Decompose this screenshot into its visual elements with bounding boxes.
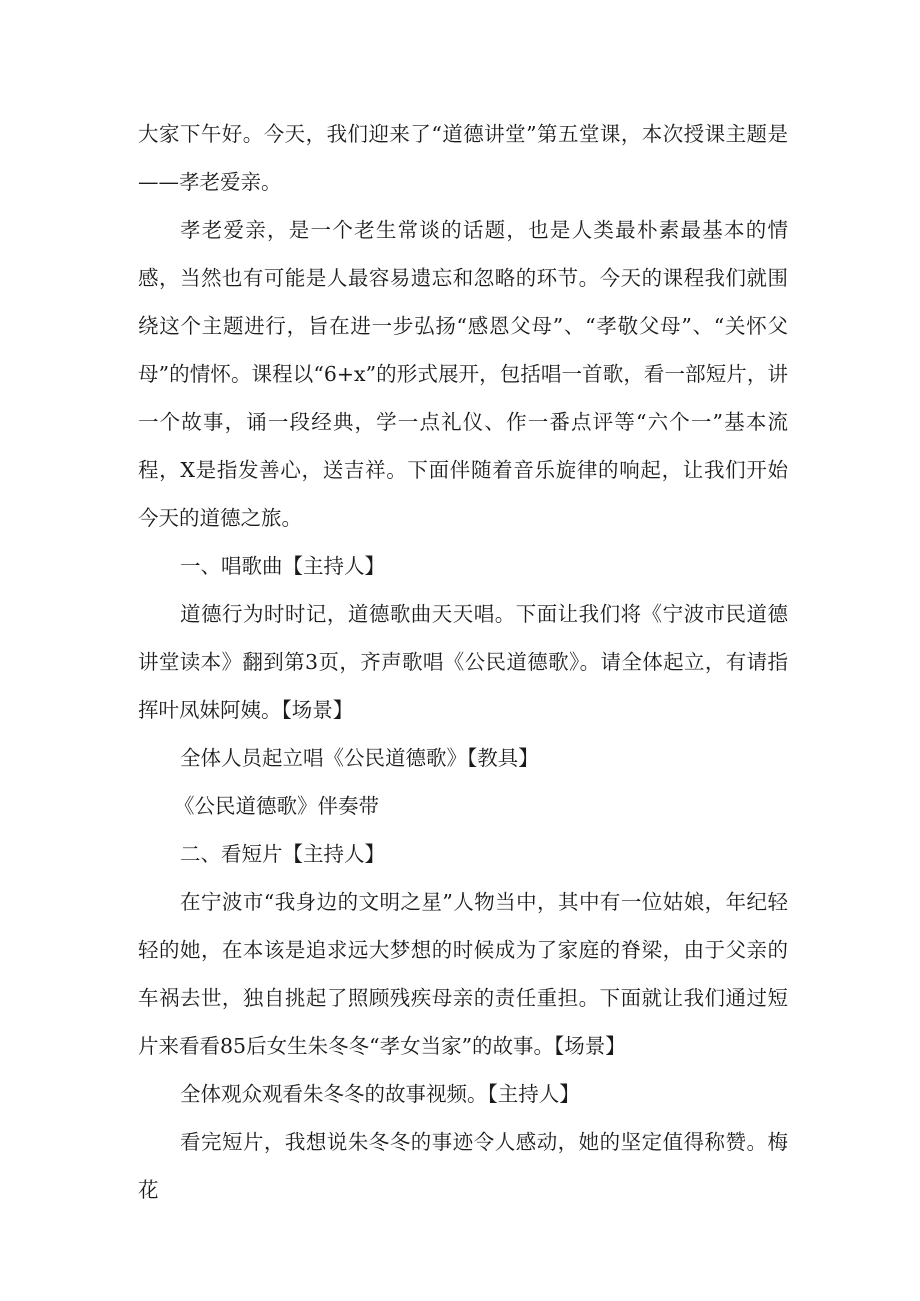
paragraph-accompaniment: 《公民道德歌》伴奏带 bbox=[174, 794, 379, 818]
paragraph-film-story: 在宁波市“我身边的文明之星”人物当中，其中有一位姑娘，年纪轻轻的她，在本该是追求远大梦想的时候成为了家庭的脊梁，由于父亲的车祸去世，独自挑起了照顾残疾母亲的责任重担。下面就让我们通过短片来看看85后女生朱冬冬“孝女当家”的故事。【场景】 bbox=[138, 890, 788, 1058]
paragraph-after-film: 看完短片，我想说朱冬冬的事迹令人感动，她的坚定值得称赞。梅花 bbox=[138, 1130, 788, 1202]
document-body bbox=[138, 110, 788, 1214]
paragraph-greeting: 大家下午好。今天，我们迎来了“道德讲堂”第五堂课，本次授课主题是——孝老爱亲。 bbox=[138, 122, 788, 194]
paragraph-stand-sing: 全体人员起立唱《公民道德歌》【教具】 bbox=[180, 746, 539, 770]
paragraph-watch-video: 全体观众观看朱冬冬的故事视频。【主持人】 bbox=[180, 1082, 580, 1106]
section-heading-sing-song: 一、唱歌曲【主持人】 bbox=[180, 554, 385, 578]
paragraph-sing-song: 道德行为时时记，道德歌曲天天唱。下面让我们将《宁波市民道德讲堂读本》翻到第3页，齐声歌唱《公民道德歌》。请全体起立，有请指挥叶凤妹阿姨。【场景】 bbox=[138, 602, 788, 722]
paragraph-introduction: 孝老爱亲，是一个老生常谈的话题，也是人类最朴素最基本的情感，当然也有可能是人最容易遗忘和忽略的环节。今天的课程我们就围绕这个主题进行，旨在进一步弘扬“感恩父母”、“孝敬父母”、“关怀父母”的情怀。课程以“6+x”的形式展开，包括唱一首歌，看一部短片，讲一个故事，诵一段经典，学一点礼仪、作一番点评等“六个一”基本流程，X是指发善心，送吉祥。下面伴随着音乐旋律的响起，让我们开始今天的道德之旅。 bbox=[138, 218, 788, 530]
section-heading-watch-film: 二、看短片【主持人】 bbox=[180, 842, 385, 866]
